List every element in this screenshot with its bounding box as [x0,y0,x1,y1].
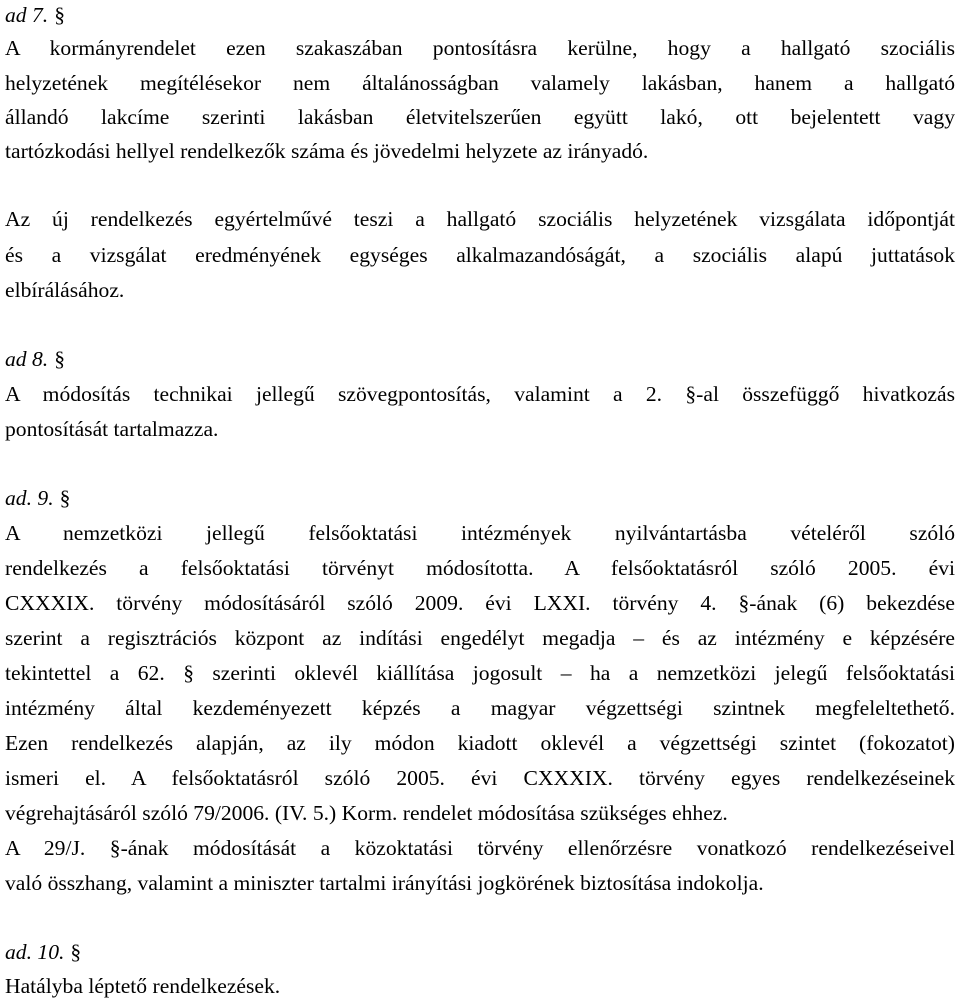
section-9-line: való összhang, valamint a miniszter tartalmi irányítási jogkörének biztosítása indokolja. [5,871,764,895]
section-10-line: Hatályba léptető rendelkezések. [5,974,281,998]
text-fragment: -ának módosítását a közoktatási törvény ellenőrzésre vonatkozó rendelkezéseivel [120,836,955,860]
section-7-p2-line: Az új rendelkezés egyértelművé teszi a hallgató szociális helyzetének vizsgálata időpontját [5,207,955,231]
section-7-p1-line: A kormányrendelet ezen szakaszában pontosításra kerülne, hogy a hallgató szociális [5,36,955,60]
section-9-line [5,658,955,688]
section-7-heading [5,0,955,30]
section-sign: § [685,382,697,406]
section-7-p1-line: állandó lakcíme szerinti lakásban életvitelszerűen együtt lakó, ott bejelentett vagy [5,105,955,129]
text-fragment: A 29/J. [5,836,86,860]
section-sign: § [738,591,750,615]
section-9-line: Ezen rendelkezés alapján, az ily módon kiadott oklevél a végzettségi szintet (fokozatot) [5,731,955,755]
section-8-heading [5,344,955,374]
text-fragment: tekintettel a 62. [5,661,165,685]
section-sign: § [183,661,194,685]
section-7-p1-line: tartózkodási hellyel rendelkezők száma és jövedelmi helyzete az irányadó. [5,139,649,163]
section-9-label: ad. 9. [5,486,54,510]
section-7-p2-line: és a vizsgálat eredményének egységes alkalmazandóságát, a szociális alapú juttatások [5,243,955,267]
text-fragment: -al összefüggő hivatkozás [696,382,955,406]
text-fragment: A módosítás technikai jellegű szövegpontosítás, valamint a 2. [5,382,663,406]
section-9-line [5,588,955,618]
section-sign: § [59,486,71,510]
section-9-line: ismeri el. A felsőoktatásról szóló 2005. évi CXXXIX. törvény egyes rendelkezéseinek [5,766,955,790]
section-9-line: szerint a regisztrációs központ az indítási engedélyt megadja – és az intézmény e képzésére [5,626,955,650]
section-9-line: végrehajtásáról szóló 79/2006. (IV. 5.) Korm. rendelet módosítása szükséges ehhez. [5,801,728,825]
section-sign: § [70,940,82,964]
section-10-label: ad. 10. [5,940,65,964]
section-7-p1-line: helyzetének megítélésekor nem általánosságban valamely lakásban, hanem a hallgató [5,71,955,95]
text-fragment: szerinti oklevél kiállítása jogosult – ha a nemzetközi jelegű felsőoktatási [212,661,955,685]
section-8-label: ad 8. [5,347,49,371]
section-10-heading [5,937,955,967]
text-fragment: -ának (6) bekezdése [749,591,955,615]
section-8-line: pontosítását tartalmazza. [5,417,219,441]
text-fragment: CXXXIX. törvény módosításáról szóló 2009. évi LXXI. törvény 4. [5,591,717,615]
section-9-heading [5,483,955,513]
section-9-line: A nemzetközi jellegű felsőoktatási intézmények nyilvántartásba vételéről szóló [5,521,955,545]
section-8-line [5,379,955,409]
section-9-line: intézmény által kezdeményezett képzés a magyar végzettségi szintnek megfeleltethető. [5,696,955,720]
section-sign: § [54,3,65,27]
section-7-label: ad 7. [5,3,49,27]
section-7-p2-line: elbírálásához. [5,278,125,302]
section-9-line: rendelkezés a felsőoktatási törvényt módosította. A felsőoktatásról szóló 2005. évi [5,556,955,580]
section-9-line [5,833,955,863]
section-sign: § [54,347,65,371]
section-sign: § [109,836,121,860]
